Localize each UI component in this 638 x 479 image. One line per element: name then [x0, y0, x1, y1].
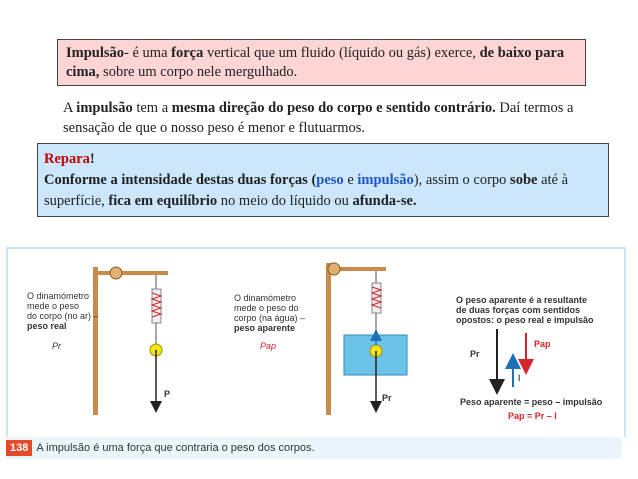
label-pap: Pap — [260, 341, 277, 351]
para-bold: mesma direção do peso do corpo e sentido contrário. — [171, 100, 496, 116]
peso-word: peso — [316, 172, 344, 188]
explanation-paragraph — [63, 98, 593, 138]
caption-number: 138 — [6, 440, 32, 456]
definition-text: vertical que um fluido (líquido ou gás) exerce, — [203, 45, 480, 61]
stand-water — [326, 263, 407, 415]
definition-box — [57, 39, 586, 86]
note-box — [37, 143, 609, 217]
buoyancy-figure — [6, 247, 626, 437]
arrow-label-p: P — [164, 389, 171, 399]
definition-bold: de baixo para cima, — [66, 45, 565, 80]
label-resultant: O peso aparente é a resultante de duas forças com sentidos opostos: o peso real e impulsão — [456, 295, 594, 325]
note-bold: afunda-se. — [352, 193, 417, 209]
definition-text: sobre um corpo nele mergulhado. — [99, 64, 298, 80]
definition-bold: força — [171, 45, 204, 61]
label-air: O dinamómetro mede o peso do corpo (no ar) – peso real — [27, 291, 99, 331]
figure-illustration — [8, 249, 624, 437]
note-text: até à superfície, — [44, 172, 569, 209]
repara-excl: ! — [89, 151, 95, 167]
arrow-label-pr: Pr — [382, 393, 392, 403]
note-text: ), assim o corpo — [413, 172, 511, 188]
label-water: O dinamómetro mede o peso do corpo (na água) – peso aparente — [234, 293, 306, 333]
caption-text: A impulsão é uma força que contraria o peso dos corpos. — [36, 442, 315, 454]
para-text: A — [63, 100, 77, 116]
note-bold: sobe — [510, 172, 538, 188]
note-bold: Conforme a intensidade destas duas forças ( — [44, 172, 317, 188]
diagram-label-pap: Pap — [534, 339, 551, 349]
formula-words: Peso aparente = peso – impulsão — [460, 397, 603, 407]
para-bold: impulsão — [76, 100, 133, 116]
figure-caption — [6, 437, 622, 459]
formula-symbols: Pap = Pr – I — [508, 411, 557, 421]
repara-label: Repara — [44, 151, 90, 167]
diagram-label-pr: Pr — [470, 349, 480, 359]
para-text: tem a — [132, 100, 172, 116]
para-text: Daí termos a sensação de que o nosso peso é menor e flutuarmos. — [63, 100, 574, 136]
force-diagram — [497, 329, 526, 387]
stand-air — [93, 267, 171, 415]
label-pr: Pr — [52, 341, 61, 351]
term-impulsao: Impulsão — [66, 45, 125, 61]
note-bold: fica em equilíbrio — [108, 193, 218, 209]
definition-text: - é uma — [124, 45, 172, 61]
note-text: e — [343, 172, 358, 188]
note-text: no meio do líquido ou — [217, 193, 353, 209]
diagram-label-i: I — [518, 373, 521, 383]
impulsao-word: impulsão — [357, 172, 414, 188]
